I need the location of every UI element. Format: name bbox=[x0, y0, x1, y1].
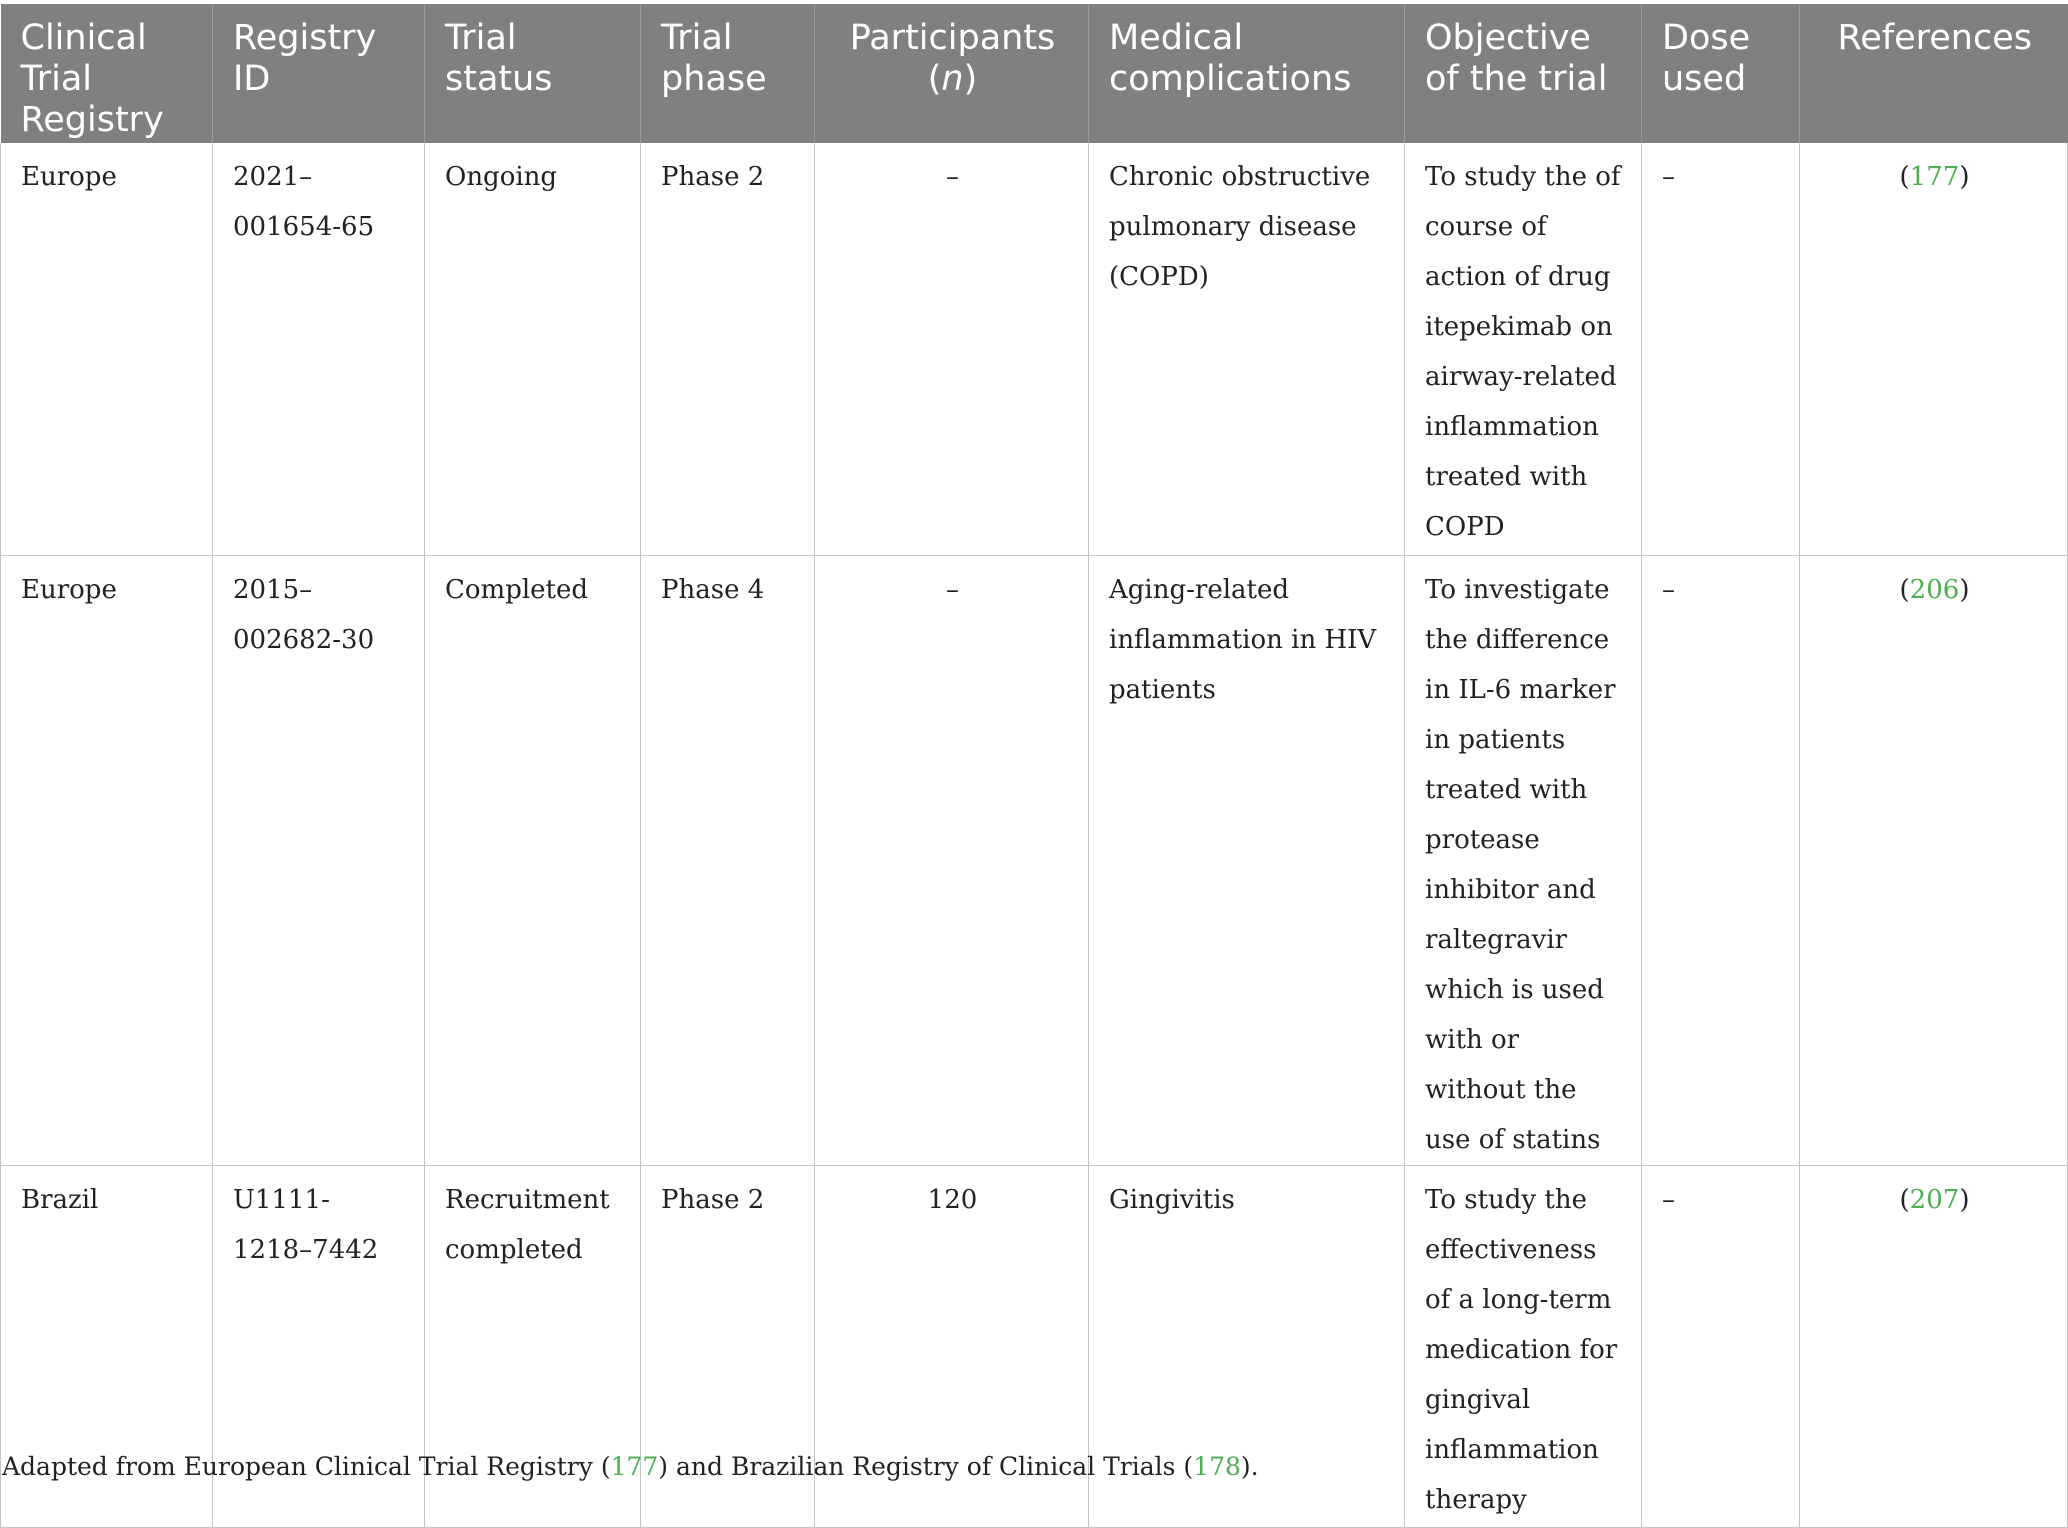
header-references: References bbox=[1800, 4, 2068, 143]
cell-objective: To investigate the difference in IL-6 marker in patients treated with protease inhibitor and raltegravir which is used with or without the use of statins bbox=[1405, 555, 1642, 1165]
cell-participants: 120 bbox=[815, 1165, 1089, 1527]
cell-registry: Europe bbox=[1, 555, 213, 1165]
footnote-reference-link[interactable]: 178 bbox=[1193, 1452, 1241, 1481]
cell-dose: – bbox=[1642, 143, 1800, 555]
header-objective: Objective of the trial bbox=[1405, 4, 1642, 143]
cell-complications: Chronic obstructive pulmonary disease (COPD) bbox=[1089, 143, 1405, 555]
ref-open-paren: ( bbox=[1899, 1184, 1910, 1215]
cell-participants: – bbox=[815, 555, 1089, 1165]
header-participants: Participants (n) bbox=[815, 4, 1089, 143]
table-row bbox=[1, 143, 2068, 555]
clinical-trials-table bbox=[0, 4, 2068, 1528]
cell-objective: To study the of course of action of drug itepekimab on airway-related inflammation treated with COPD bbox=[1405, 143, 1642, 555]
cell-references bbox=[1800, 1165, 2068, 1527]
footnote-text-2: ) and Brazilian Registry of Clinical Trials ( bbox=[658, 1452, 1194, 1481]
cell-dose: – bbox=[1642, 555, 1800, 1165]
header-registry-id: Registry ID bbox=[213, 4, 425, 143]
cell-phase: Phase 2 bbox=[641, 1165, 815, 1527]
ref-close-paren: ) bbox=[1959, 574, 1970, 605]
ref-open-paren: ( bbox=[1899, 162, 1910, 192]
cell-complications: Gingivitis bbox=[1089, 1165, 1405, 1527]
cell-phase: Phase 2 bbox=[641, 143, 815, 555]
cell-status: Recruitment completed bbox=[425, 1165, 641, 1527]
ref-close-paren: ) bbox=[1959, 1184, 1970, 1215]
cell-references bbox=[1800, 143, 2068, 555]
header-registry: Clinical Trial Registry bbox=[1, 4, 213, 143]
reference-link[interactable]: 177 bbox=[1909, 162, 1960, 192]
cell-registry-id: 2021–001654-65 bbox=[213, 143, 425, 555]
cell-references bbox=[1800, 555, 2068, 1165]
header-participants-n: n bbox=[941, 59, 964, 99]
ref-close-paren: ) bbox=[1959, 162, 1970, 192]
footnote-reference-link[interactable]: 177 bbox=[610, 1452, 659, 1481]
reference-link[interactable]: 207 bbox=[1909, 1184, 1960, 1215]
cell-registry-id: U1111-1218–7442 bbox=[213, 1165, 425, 1527]
ref-open-paren: ( bbox=[1899, 574, 1910, 605]
header-dose: Dose used bbox=[1642, 4, 1800, 143]
cell-registry-id: 2015–002682-30 bbox=[213, 555, 425, 1165]
cell-participants: – bbox=[815, 143, 1089, 555]
footnote-text-1: Adapted from European Clinical Trial Registry ( bbox=[2, 1452, 611, 1481]
cell-complications: Aging-related inflammation in HIV patients bbox=[1089, 555, 1405, 1165]
table-row bbox=[1, 555, 2068, 1165]
cell-registry: Brazil bbox=[1, 1165, 213, 1527]
reference-link[interactable]: 206 bbox=[1909, 574, 1960, 605]
table-footnote bbox=[2, 1452, 1259, 1481]
header-complications: Medical complications bbox=[1089, 4, 1405, 143]
cell-status: Completed bbox=[425, 555, 641, 1165]
cell-dose: – bbox=[1642, 1165, 1800, 1527]
cell-objective: To study the effectiveness of a long-term medication for gingival inflammation therapy bbox=[1405, 1165, 1642, 1527]
table-header-row bbox=[1, 4, 2068, 143]
cell-status: Ongoing bbox=[425, 143, 641, 555]
header-participants-label: Participants bbox=[849, 18, 1056, 58]
header-status: Trial status bbox=[425, 4, 641, 143]
cell-registry: Europe bbox=[1, 143, 213, 555]
header-phase: Trial phase bbox=[641, 4, 815, 143]
cell-phase: Phase 4 bbox=[641, 555, 815, 1165]
footnote-text-3: ). bbox=[1240, 1452, 1259, 1481]
